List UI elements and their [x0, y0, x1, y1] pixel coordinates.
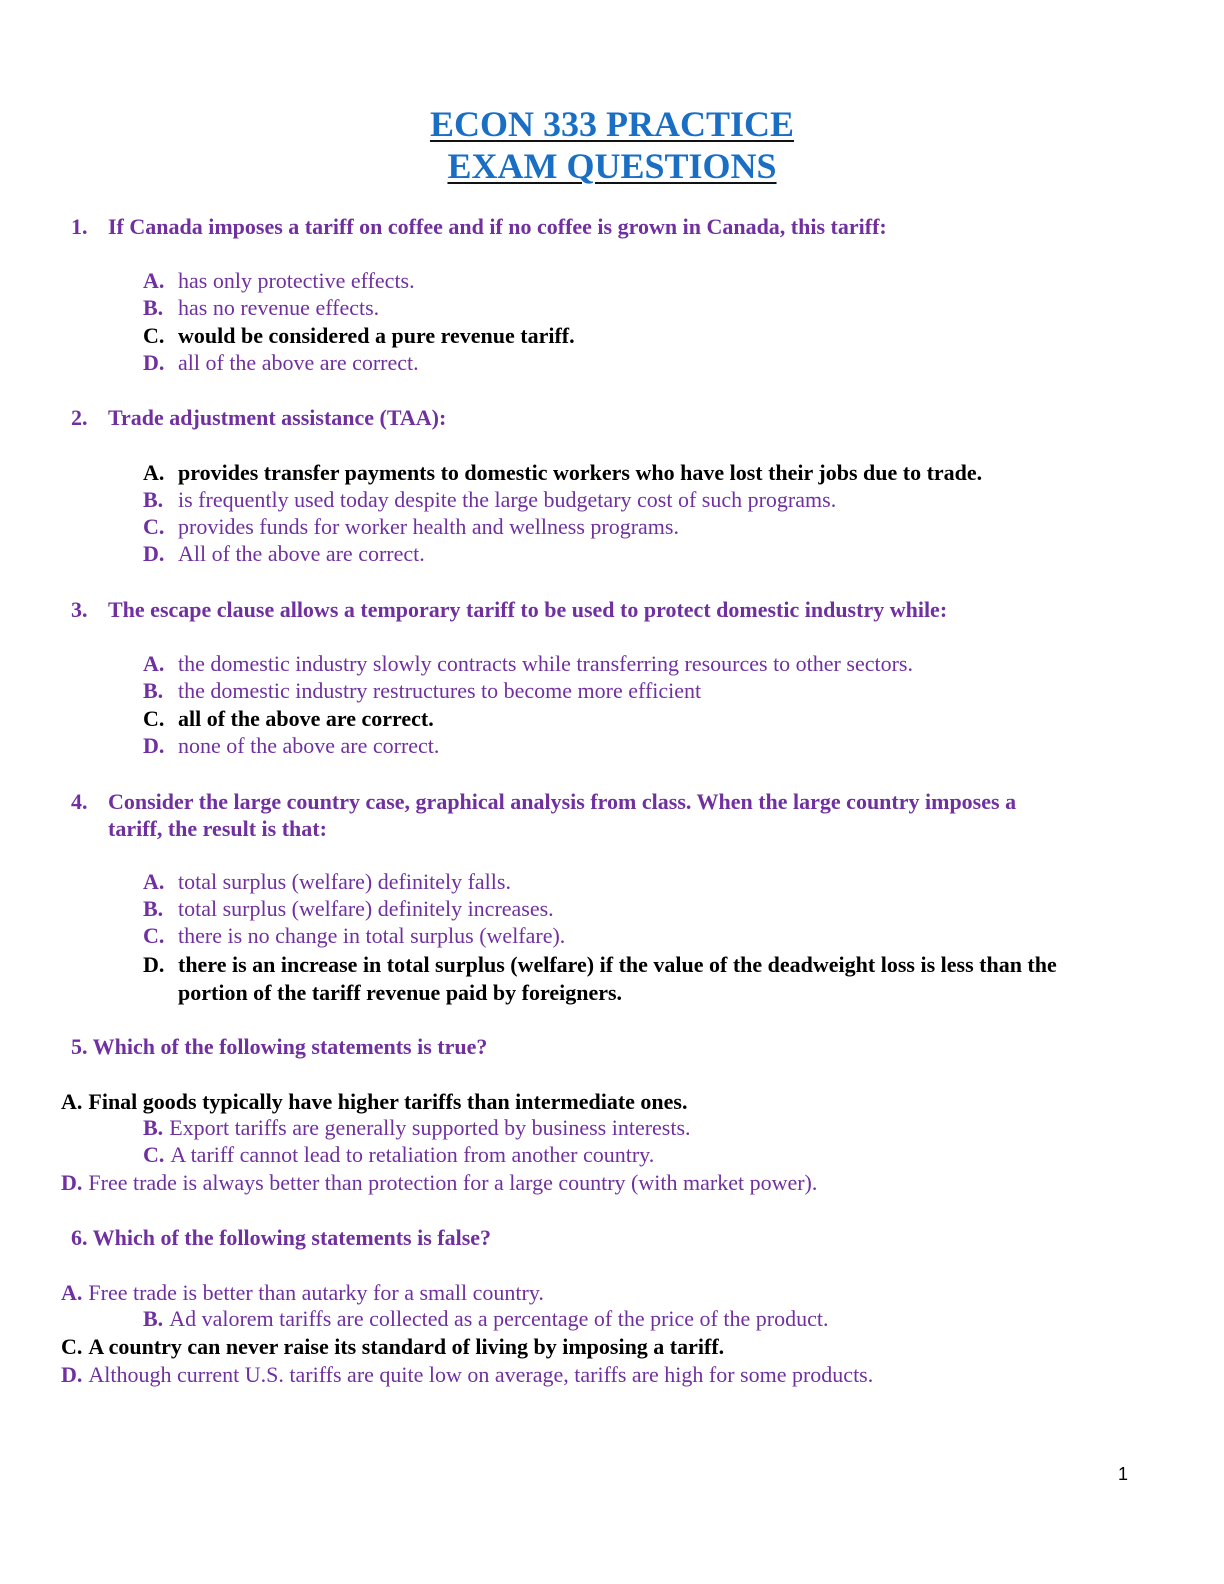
page-title: [0, 103, 1224, 187]
option-6a: A. Free trade is better than autarky for a small country.: [61, 1280, 544, 1305]
question-number: 3.: [71, 597, 88, 622]
question-text-line-2: tariff, the result is that:: [108, 816, 327, 841]
title-line-2: EXAM QUESTIONS: [447, 146, 777, 186]
option-1a: A. has only protective effects.: [143, 268, 415, 293]
question-text: 6. Which of the following statements is false?: [71, 1225, 492, 1250]
option-3a: A. the domestic industry slowly contracts while transferring resources to other sectors.: [143, 651, 913, 676]
option-1c-correct: C. would be considered a pure revenue tariff.: [143, 323, 575, 348]
option-6b: B. Ad valorem tariffs are collected as a percentage of the price of the product.: [143, 1306, 829, 1331]
option-4d-continuation: portion of the tariff revenue paid by foreigners.: [178, 980, 623, 1005]
option-6c-correct: C. A country can never raise its standard of living by imposing a tariff.: [61, 1334, 725, 1359]
question-text: Trade adjustment assistance (TAA):: [108, 405, 447, 430]
option-4c: C. there is no change in total surplus (welfare).: [143, 923, 566, 948]
option-2c: C. provides funds for worker health and wellness programs.: [143, 514, 679, 539]
option-5a-correct: A. Final goods typically have higher tariffs than intermediate ones.: [61, 1089, 688, 1114]
option-4b: B. total surplus (welfare) definitely increases.: [143, 896, 554, 921]
option-5b: B. Export tariffs are generally supported by business interests.: [143, 1115, 691, 1140]
option-2b: B. is frequently used today despite the large budgetary cost of such programs.: [143, 487, 837, 512]
question-4: [71, 788, 1016, 842]
option-3d: D. none of the above are correct.: [143, 733, 440, 758]
question-1: [71, 213, 887, 240]
question-number: 4.: [71, 789, 88, 814]
option-1b: B. has no revenue effects.: [143, 295, 380, 320]
option-2a-correct: A. provides transfer payments to domestic workers who have lost their jobs due to trade.: [143, 460, 983, 485]
question-number: 1.: [71, 214, 88, 239]
question-6: [71, 1224, 491, 1251]
option-2d: D. All of the above are correct.: [143, 541, 425, 566]
question-5: [71, 1033, 487, 1060]
question-text-line-1: Consider the large country case, graphical analysis from class. When the large country imposes a: [108, 789, 1017, 814]
question-2: [71, 404, 446, 431]
option-3c-correct: C. all of the above are correct.: [143, 706, 434, 731]
option-5c: C. A tariff cannot lead to retaliation from another country.: [143, 1142, 655, 1167]
option-3b: B. the domestic industry restructures to become more efficient: [143, 678, 702, 703]
question-text: If Canada imposes a tariff on coffee and if no coffee is grown in Canada, this tariff:: [108, 214, 887, 239]
title-line-1: ECON 333 PRACTICE: [429, 104, 795, 144]
option-5d: D. Free trade is always better than protection for a large country (with market power).: [61, 1170, 818, 1195]
option-4a: A. total surplus (welfare) definitely falls.: [143, 869, 511, 894]
question-text: The escape clause allows a temporary tariff to be used to protect domestic industry while:: [108, 597, 948, 622]
question-number: 2.: [71, 405, 88, 430]
page-number: 1: [1118, 1464, 1129, 1484]
option-6d: D. Although current U.S. tariffs are quite low on average, tariffs are high for some products.: [61, 1362, 874, 1387]
option-1d: D. all of the above are correct.: [143, 350, 419, 375]
question-3: [71, 596, 947, 623]
question-text: 5. Which of the following statements is true?: [71, 1034, 488, 1059]
option-4d-correct: D. there is an increase in total surplus (welfare) if the value of the deadweight loss is less than the: [143, 952, 1057, 977]
